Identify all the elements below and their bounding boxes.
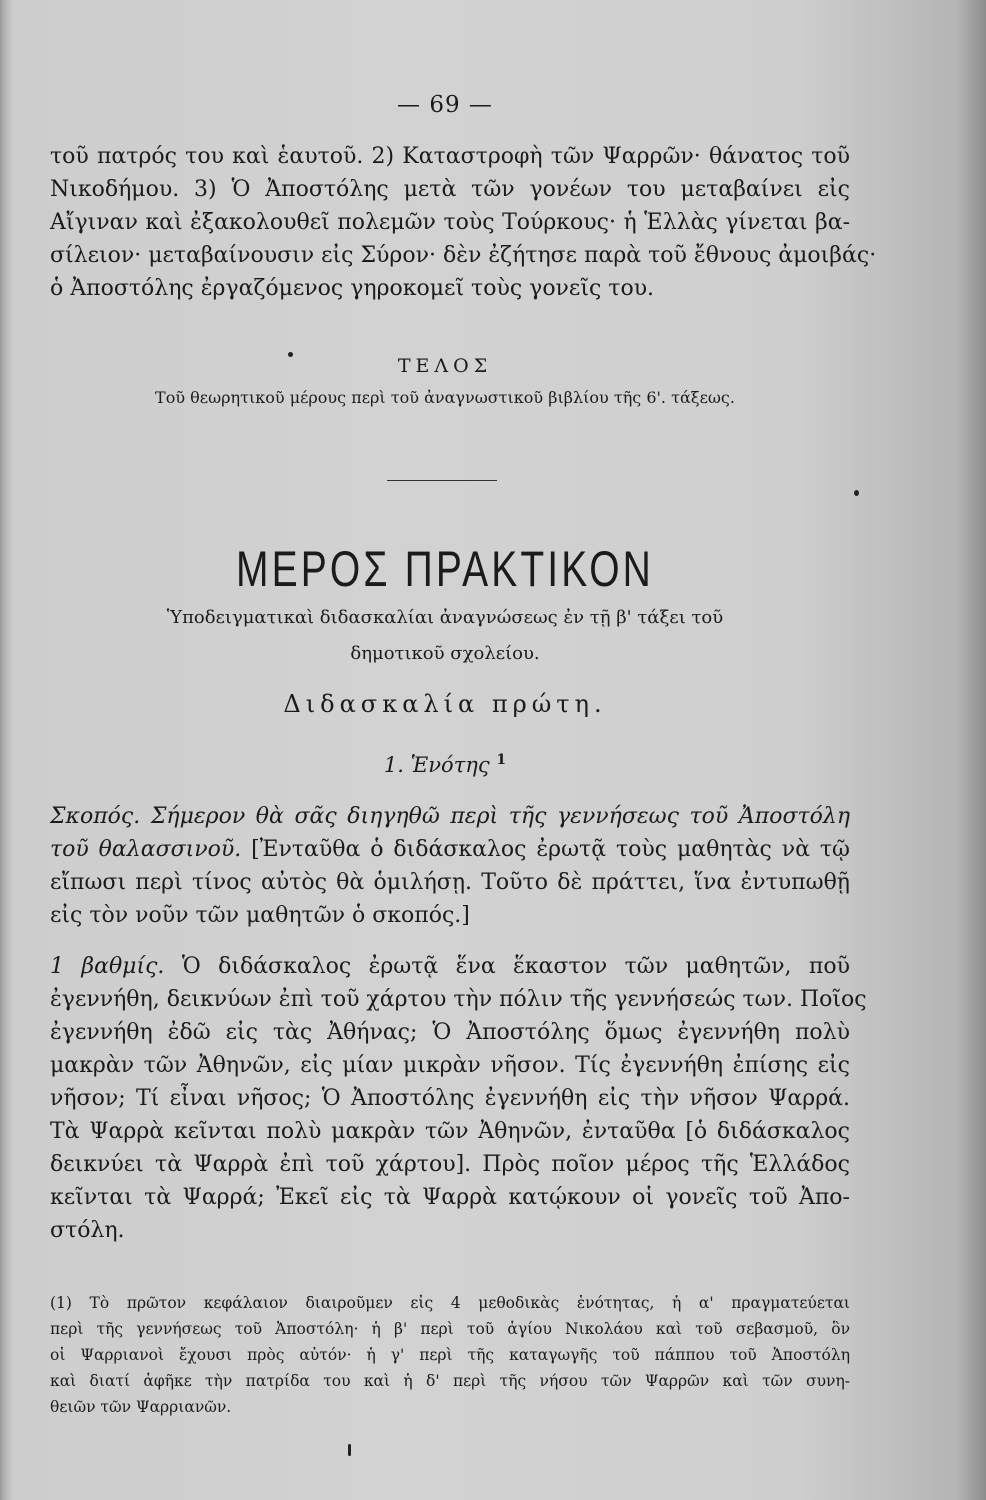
unit-title [0,752,890,777]
purpose-paragraph [50,800,850,932]
text-line: δεικνύει τὰ Ψαρρὰ ἐπὶ τοῦ χάρτου]. Πρὸς ποῖον μέρος τῆς Ἑλλάδος [50,1152,850,1177]
footnote-line: θειῶν τῶν Ψαρριανῶν. [50,1398,232,1416]
text-line: ἐγεννήθη, δεικνύων ἐπὶ τοῦ χάρτου τὴν πόλιν τῆς γεννήσεώς των. Ποῖος [50,987,867,1012]
section-divider [387,480,497,481]
paper-speck [348,1444,351,1456]
text-line: τοῦ πατρός του καὶ ἑαυτοῦ. 2) Καταστροφὴ τῶν Ψαρρῶν· θάνατος τοῦ [50,144,850,169]
end-title: ΤΕΛΟΣ [397,355,493,377]
text-line: ὁ Ἀποστόλης ἐργαζόμενος γηροκομεῖ τοὺς γονεῖς του. [50,276,655,301]
text-line [50,950,850,983]
lesson-title: Διδασκαλία πρώτη. [283,690,607,718]
text-line: Τὰ Ψαρρὰ κεῖνται πολὺ μακρὰν τῶν Ἀθηνῶν, ἐνταῦθα [ὁ διδάσκαλος [50,1119,850,1144]
text-line: στόλη. [50,1218,125,1243]
step-lead: 1 βαθμίς. [50,954,165,979]
text-line: κεῖνται τὰ Ψαρρά; Ἐκεῖ εἰς τὰ Ψαρρὰ κατῴκουν οἱ γονεῖς τοῦ Ἀπο- [50,1185,850,1210]
text-line: εἴπωσι περὶ τίνος αὐτὸς θὰ ὁμιλήσῃ. Τοῦτο δὲ πράττει, ἵνα ἐντυπωθῇ [50,870,850,895]
purpose-text-end: τοῦ θαλασσινοῦ. [50,837,242,862]
footnote-line: οἱ Ψαρριανοὶ ἔχουσι πρὸς αὐτόν· ἡ γ' περὶ τῆς καταγωγῆς τοῦ πάππου τοῦ Ἀποστόλη [50,1346,850,1364]
intro-paragraph [50,140,877,305]
footnote-line: καὶ διατί ἀφῆκε τὴν πατρίδα του καὶ ἡ δ' περὶ τῆς νήσου τῶν Ψαρρῶν καὶ τῶν συνη- [50,1372,850,1390]
text-line: Αἴγιναν καὶ ἐξακολουθεῖ πολεμῶν τοὺς Τούρκους· ἡ Ἑλλὰς γίνεται βα- [50,210,850,235]
part-subtitle [0,600,890,672]
end-subtitle: Τοῦ θεωρητικοῦ μέρους περὶ τοῦ ἀναγνωστικοῦ βιβλίου τῆς 6'. τάξεως. [155,388,735,407]
step-paragraph [50,950,867,1247]
purpose-text: Σήμερον θὰ σᾶς διηγηθῶ περὶ τῆς γεννήσεως τοῦ Ἀποστόλη [150,804,851,829]
footnote-line: περὶ τῆς γεννήσεως τοῦ Ἀποστόλη· ἡ β' περὶ τοῦ ἁγίου Νικολάου καὶ τοῦ σεβασμοῦ, ὃν [50,1320,850,1338]
purpose-lead: Σκοπός. [50,804,141,829]
text-line [50,800,850,833]
text-line: εἰς τὸν νοῦν τῶν μαθητῶν ὁ σκοπός.] [50,903,470,928]
text-line [50,833,850,866]
part-subtitle-line: Ὑποδειγματικαὶ διδασκαλίαι ἀναγνώσεως ἐν τῇ β' τάξει τοῦ [166,607,724,628]
paper-speck [288,352,293,357]
text-line: σίλειον· μεταβαίνουσιν εἰς Σύρον· δὲν ἐζήτησε παρὰ τοῦ ἔθνους ἀμοιβάς· [50,243,877,268]
footnote-marker: 1 [496,752,507,768]
text-line: μακρὰν τῶν Ἀθηνῶν, εἰς μίαν μικρὰν νῆσον. Τίς ἐγεννήθη ἐπίσης εἰς [50,1053,850,1078]
purpose-note: [Ἐνταῦθα ὁ διδάσκαλος ἐρωτᾷ τοὺς μαθητὰς νὰ τῷ [251,837,850,862]
footnote [50,1290,850,1420]
footnote-line: (1) Τὸ πρῶτον κεφάλαιον διαιροῦμεν εἰς 4 μεθοδικὰς ἑνότητας, ἡ α' πραγματεύεται [50,1294,850,1312]
part-subtitle-line: δημοτικοῦ σχολείου. [350,643,540,664]
step-text: Ὁ διδάσκαλος ἐρωτᾷ ἕνα ἕκαστον τῶν μαθητῶν, ποῦ [181,954,850,979]
part-title: ΜΕΡΟΣ ΠΡΑΚΤΙΚΟΝ [236,541,654,597]
unit-label: 1. Ἑνότης [383,753,490,777]
page-number: — 69 — [397,92,493,118]
text-line: ἐγεννήθη ἐδῶ εἰς τὰς Ἀθήνας; Ὁ Ἀποστόλης ὅμως ἐγεννήθη πολὺ [50,1020,850,1045]
text-line: νῆσον; Τί εἶναι νῆσος; Ὁ Ἀποστόλης ἐγεννήθη εἰς τὴν νῆσον Ψαρρά. [50,1086,850,1111]
text-line: Νικοδήμου. 3) Ὁ Ἀποστόλης μετὰ τῶν γονέων του μεταβαίνει εἰς [50,177,850,202]
paper-speck [854,490,859,496]
